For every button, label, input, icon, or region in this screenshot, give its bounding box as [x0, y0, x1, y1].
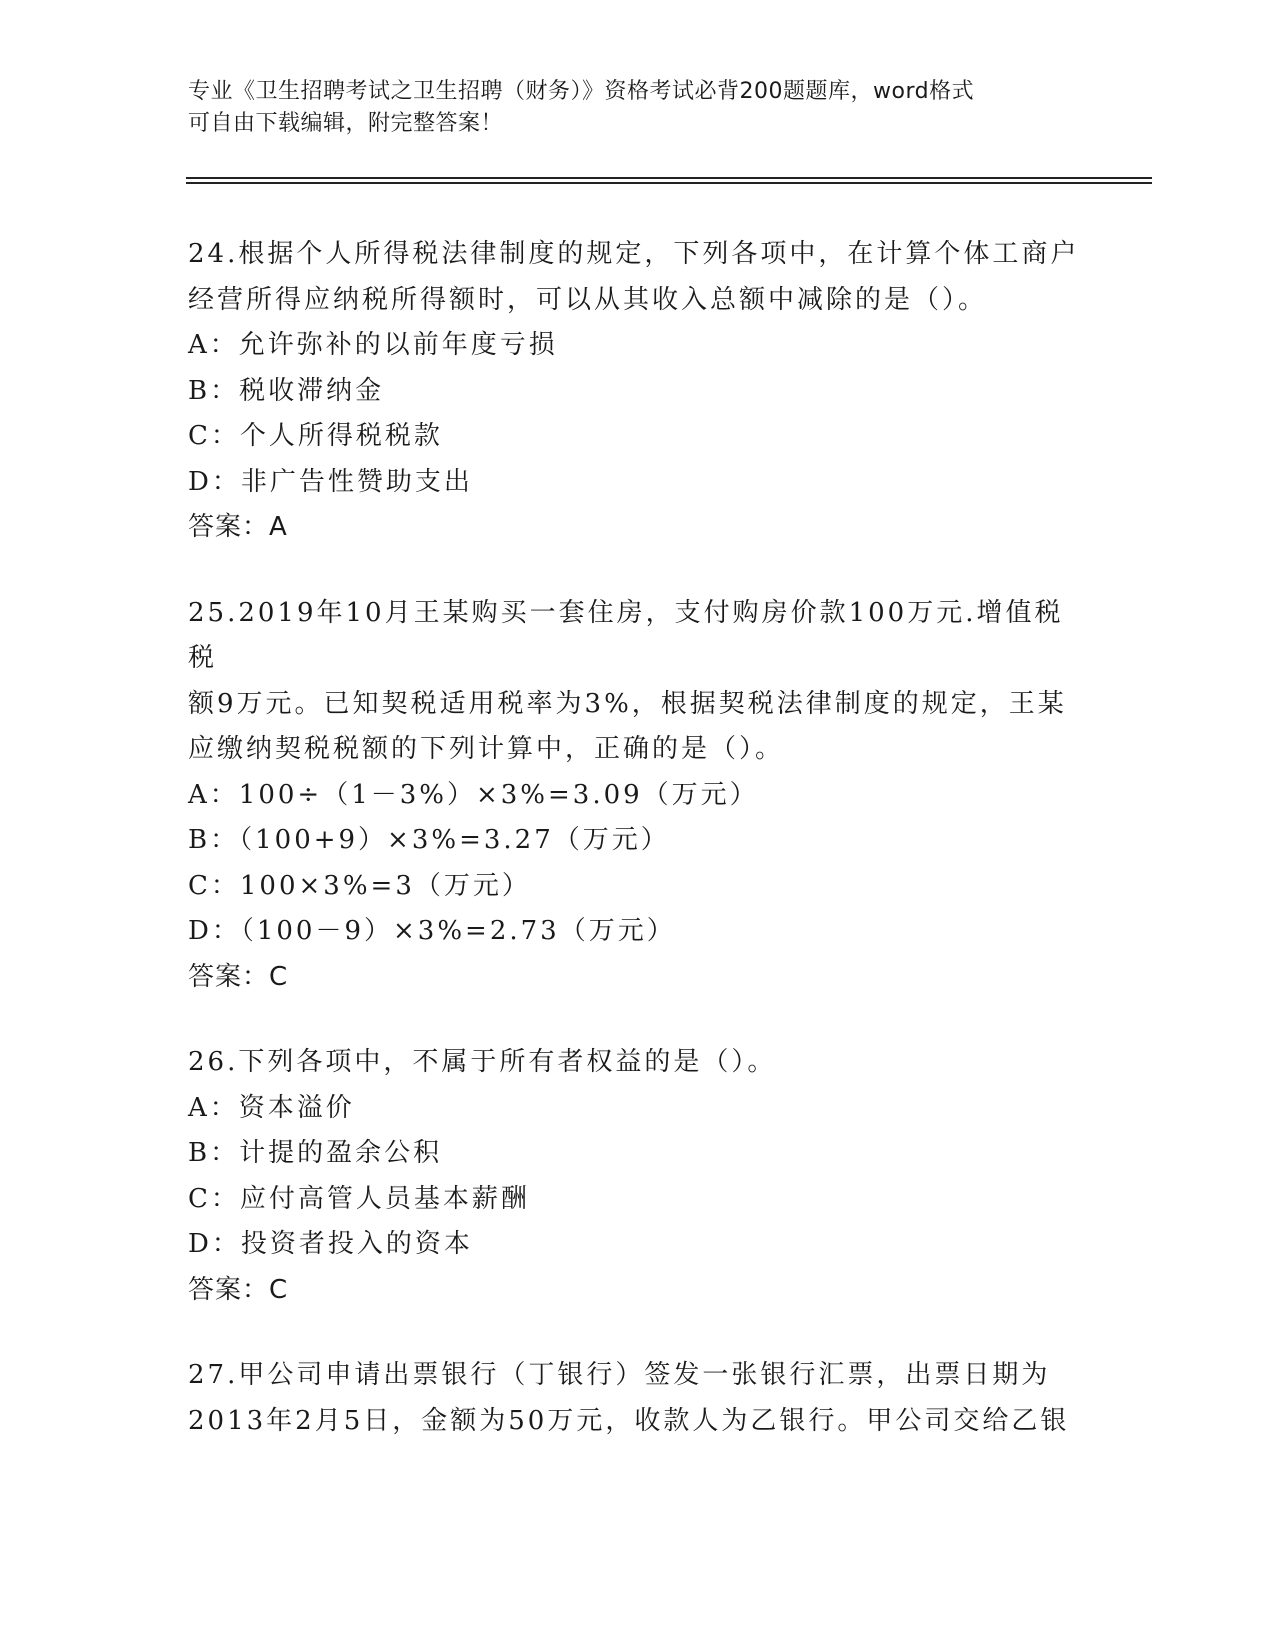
question-stem: 2013年2月5日，金额为50万元，收款人为乙银行。甲公司交给乙银	[188, 1405, 1070, 1436]
header-divider-bottom	[186, 182, 1152, 184]
answer-label: 答案：C	[188, 961, 289, 992]
option-b: B：计提的盈余公积	[188, 1138, 443, 1168]
question-27	[188, 1353, 1088, 1444]
option-c: C：应付高管人员基本薪酬	[188, 1183, 530, 1214]
question-stem: 25.2019年10月王某购买一套住房，支付购房价款100万元.增值税税	[188, 597, 1064, 673]
option-b: B：税收滞纳金	[188, 375, 385, 406]
option-d: D：投资者投入的资本	[188, 1229, 473, 1259]
header-line-1: 专业《卫生招聘考试之卫生招聘（财务）》资格考试必背200题题库，word格式	[188, 79, 975, 104]
question-stem: 额9万元。已知契税适用税率为3%，根据契税法律制度的规定，王某	[188, 688, 1067, 719]
document-header	[188, 76, 1088, 140]
answer-label: 答案：A	[188, 512, 288, 542]
header-divider-top	[186, 177, 1152, 179]
question-stem: 应缴纳契税税额的下列计算中，正确的是（）。	[188, 734, 785, 764]
question-24	[188, 232, 1088, 551]
option-a: A：100÷（1－3%）×3%=3.09（万元）	[188, 779, 759, 810]
question-list	[188, 232, 1088, 1484]
answer-label: 答案：C	[188, 1274, 289, 1305]
option-c: C：100×3%=3（万元）	[188, 870, 531, 901]
question-stem: 27.甲公司申请出票银行（丁银行）签发一张银行汇票，出票日期为	[188, 1360, 1051, 1390]
header-line-2: 可自由下载编辑，附完整答案！	[188, 111, 504, 136]
option-d: D：非广告性赞助支出	[188, 466, 473, 497]
option-c: C：个人所得税税款	[188, 421, 443, 451]
question-26	[188, 1040, 1088, 1313]
question-stem: 经营所得应纳税所得额时，可以从其收入总额中减除的是（）。	[188, 284, 988, 315]
question-25	[188, 591, 1088, 1001]
question-stem: 24.根据个人所得税法律制度的规定，下列各项中，在计算个体工商户	[188, 239, 1080, 269]
question-stem: 26.下列各项中，不属于所有者权益的是（）。	[188, 1047, 777, 1077]
option-d: D：（100－9）×3%=2.73（万元）	[188, 916, 676, 946]
option-b: B：（100+9）×3%=3.27（万元）	[188, 825, 670, 855]
option-a: A：允许弥补的以前年度亏损	[188, 330, 558, 360]
option-a: A：资本溢价	[188, 1092, 355, 1123]
